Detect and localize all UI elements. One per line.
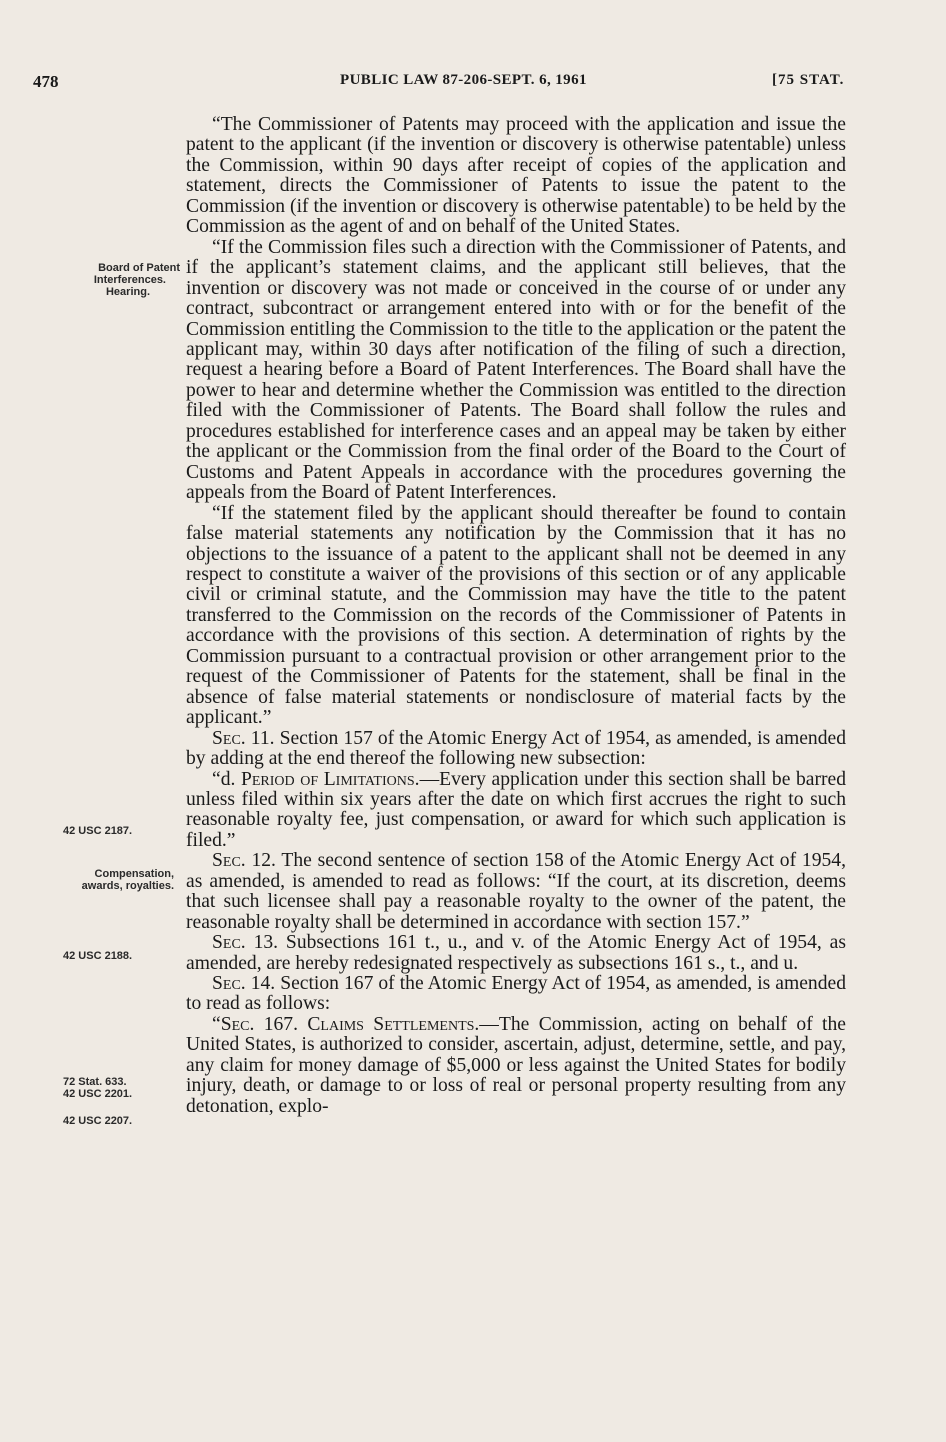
- paragraph-sec-11: Sec. 11. Section 157 of the Atomic Energy Act of 1954, as amended, is amended by adding at the end thereof the following new subsection:: [186, 727, 846, 770]
- margin-note-usc-2187: 42 USC 2187.: [63, 825, 133, 837]
- section-label: Sec.: [212, 727, 246, 749]
- section-label: Sec.: [220, 1013, 255, 1035]
- section-label: Sec.: [212, 973, 246, 995]
- margin-note-compensation: Compensation, awards, royalties.: [81, 868, 174, 892]
- section-label: Sec.: [212, 932, 246, 954]
- paragraph-subsection-d: “d. Period of Limitations.—Every application under this section shall be barred unless filed within six years after the date on which first accrues the right to such reasonable royalty fee, just compensation, or award for which such application is filed.”: [186, 768, 847, 851]
- paragraph: “If the statement filed by the applicant should thereafter be found to contain false material statements any notification by the Commission that it has no objections to the issuance of a patent to the applicant shall not be deemed in any respect to constitute a waiver of the provisions of this section or of any applicable civil or criminal statute, and the Commission may have the title to the patent transferred to the Commission on the records of the Commissioner of Patents in accordance with the provisions of this section. A determination of rights by the Commission pursuant to a contractual provision or other arrangement prior to the request of the Commissioner of Patents for the statement, shall be final in the absence of false material statements or nondisclosure of material facts by the applicant.”: [186, 502, 846, 729]
- body-text: [186, 115, 846, 1117]
- subsection-heading: Period of Limitations: [240, 768, 415, 790]
- margin-note-stat-633: 72 Stat. 633. 42 USC 2201.: [63, 1076, 133, 1100]
- margin-note-usc-2207: 42 USC 2207.: [63, 1115, 133, 1127]
- paragraph: “The Commissioner of Patents may proceed with the application and issue the patent to the applicant (if the invention or discovery is otherwise patentable) unless the Commission, within 90 days after receipt of copies of the application and statement, directs the Commissioner of Patents to issue the patent to the Commission (if the invention or discovery is otherwise patentable) to be held by the Commission as the agent of and on behalf of the United States.: [186, 114, 846, 238]
- paragraph-sec-13: Sec. 13. Subsections 161 t., u., and v. of the Atomic Energy Act of 1954, as amended, are hereby redesignated respectively as subsections 161 s., t., and u.: [186, 932, 846, 974]
- paragraph-sec-12: Sec. 12. The second sentence of section 158 of the Atomic Energy Act of 1954, as amended, is amended to read as follows: “If the court, at its discretion, deems that such licensee shall pay a reasonable royalty to the owner of the patent, the reasonable royalty shall be determined in accordance with section 157.”: [186, 850, 846, 933]
- margin-note-board-interferences: Board of Patent Interferences. Hearing.: [93, 262, 180, 298]
- page-header: [0, 72, 946, 96]
- margin-note-usc-2188: 42 USC 2188.: [63, 950, 133, 962]
- running-title: PUBLIC LAW 87-206-SEPT. 6, 1961: [340, 72, 587, 88]
- statute-reference: [75 STAT.: [772, 72, 845, 88]
- subsection-heading: Claims Settlements: [307, 1013, 475, 1035]
- paragraph-sec-167: “Sec. 167. Claims Settlements.—The Commission, acting on behalf of the United States, is authorized to consider, ascertain, adjust, determine, settle, and pay, any claim for money damage of $5,000 or less against the United States for bodily injury, death, or damage to or loss of real or personal property resulting from any detonation, explo-: [186, 1013, 846, 1117]
- paragraph: “If the Commission files such a direction with the Commissioner of Patents, and if the applicant’s statement claims, and the applicant still believes, that the invention or discovery was not made or conceived in the course of or under any contract, subcontract or arrangement entered into with or for the benefit of the Commission entitling the Commission to the title to the application or the patent the applicant may, within 30 days after notification of the filing of such a direction, request a hearing before a Board of Patent Interferences. The Board shall have the power to hear and determine whether the Commission was entitled to the direction filed with the Commissioner of Patents. The Board shall follow the rules and procedures established for interference cases and an appeal may be taken by either the applicant or the Commission from the final order of the Board to the Court of Customs and Patent Appeals in accordance with the procedures governing the appeals from the Board of Patent Interferences.: [186, 236, 846, 504]
- section-label: Sec.: [212, 850, 246, 872]
- page-number: 478: [33, 72, 59, 91]
- paragraph-sec-14: Sec. 14. Section 167 of the Atomic Energy Act of 1954, as amended, is amended to read as follows:: [186, 973, 846, 1015]
